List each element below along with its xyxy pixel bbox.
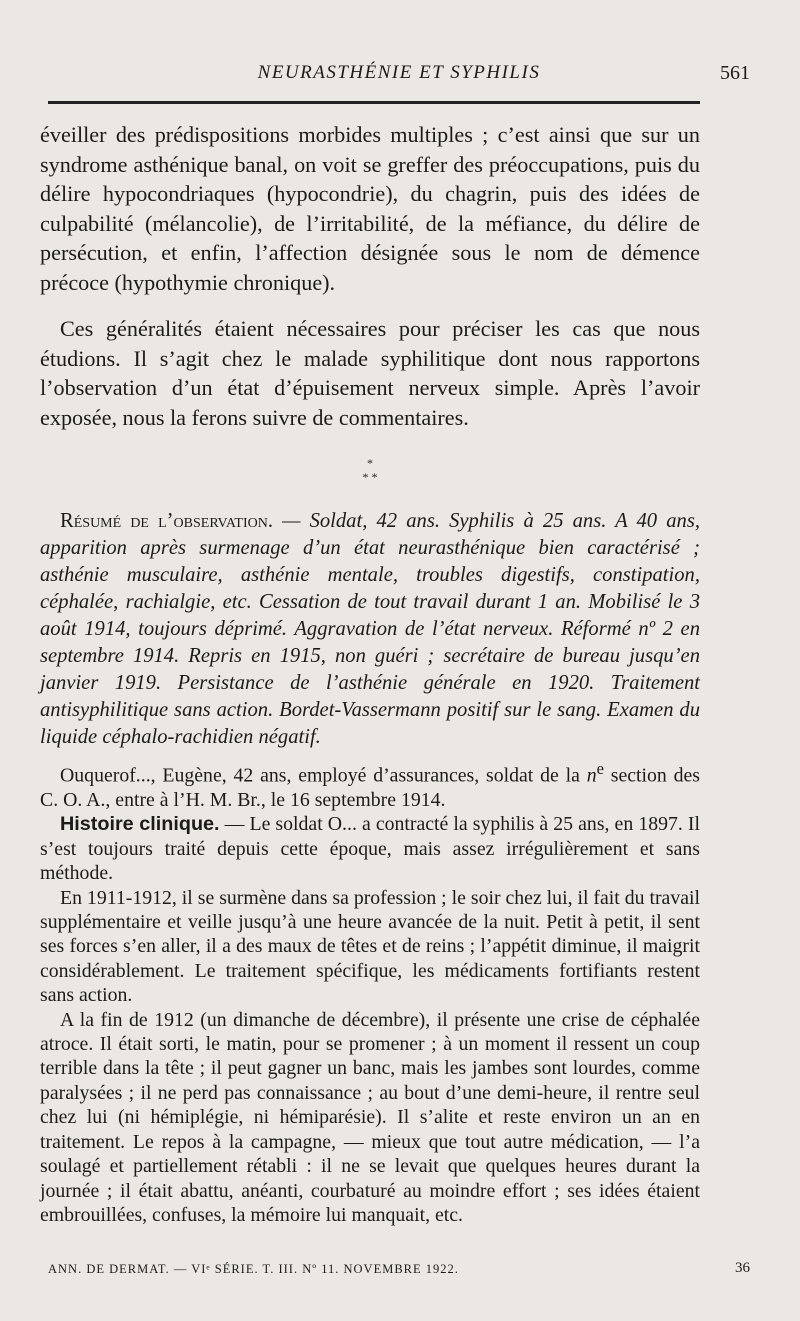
case-report — [40, 757, 700, 1227]
body-paragraph-general — [40, 314, 700, 432]
page-footer — [48, 1262, 750, 1277]
journal-citation: ANN. DE DERMAT. — VIᵉ SÉRIE. T. III. Nº 11. NOVEMBRE 1922. — [48, 1262, 459, 1276]
running-title: NEURASTHÉNIE ET SYPHILIS — [257, 62, 541, 83]
paragraph-text: Ces généralités étaient nécessaires pour préciser les cas que nous étudions. Il s’agit chez le malade syphilitique dont nous rapportons l’observation d’un état d’épuisement nerveux simple. Après l’avoir exposée, nous la ferons suivre de commentaires. — [40, 316, 700, 430]
patient-identification: Ouquerof..., Eugène, 42 ans, employé d’assurances, soldat de la $n^e$ section des C. O. A., entre à l’H. M. Br., le 16 septembre 1914. — [40, 759, 700, 811]
body-paragraph-intro — [40, 120, 700, 298]
signature-mark: 36 — [735, 1260, 750, 1276]
section-separator: * * * — [362, 456, 378, 484]
paragraph-1911: En 1911-1912, il se surmène dans sa profession ; le soir chez lui, il fait du travail supplémentaire et veille jusqu’à une heure avancée de la nuit. Petit à petit, il sent ses forces s’en aller, il a des maux de têtes et de reins ; l’appétit diminue, il maigrit considérablement. Le traitement spécifique, les médicaments fortifiants restent sans action. — [40, 886, 700, 1007]
header-rule — [48, 101, 700, 104]
paragraph-1912: A la fin de 1912 (un dimanche de décembre), il présente une crise de céphalée atroce. Il était sorti, le matin, pour se promener ; à un moment il ressent un coup terrible dans la tête ; il peut gagner un banc, mais les jambes sont lourdes, comme paralysées ; il ne perd pas connaissance ; au bout d’une demi-heure, il rentre seul chez lui (ni hémiplégie, ni hémiparésie). Il s’alite et reste environ un an en traitement. Le repos à la campagne, — mieux que tout autre médication, — l’a soulagé et partiellement rétabli : il ne se levait que quelques heures durant la journée ; il était abattu, anéanti, courbaturé au moindre effort ; ses idées étaient embrouillées, confuses, la mémoire lui manquait, etc. — [40, 1008, 700, 1226]
summary-text: — Soldat, 42 ans. Syphilis à 25 ans. A 40 ans, apparition après surmenage d’un état neurasthénique bien caractérisé ; asthénie musculaire, asthénie mentale, troubles digestifs, constipation, céphalée, rachialgie, etc. Cessation de tout travail durant 1 an. Mobilisé le 3 août 1914, toujours déprimé. Aggravation de l’état nerveux. Réformé nº 2 en septembre 1914. Repris en 1915, non guéri ; secrétaire de bureau jusqu’en janvier 1919. Persistance de l’asthénie générale en 1920. Traitement antisyphilitique sans action. Bordet-Vassermann positif sur le sang. Examen du liquide céphalo-rachidien négatif. — [40, 510, 700, 748]
paragraph-text: éveiller des prédispositions morbides multiples ; c’est ainsi que sur un syndrome asthénique banal, on voit se greffer des préoccupations, puis du délire hypocondriaques (hypocondrie), du chagrin, puis des idées de culpabilité (mélancolie), de l’irritabilité, de la méfiance, du délire de persécution, et enfin, l’affection désignée sous le nom de démence précoce (hypothymie chronique). — [40, 122, 700, 295]
page-number: 561 — [720, 62, 750, 84]
clinical-history: Histoire clinique. — Le soldat O... a contracté la syphilis à 25 ans, en 1897. Il s’est toujours traité depuis cette époque, mais assez irrégulièrement et sans méthode. — [40, 813, 700, 885]
observation-summary — [40, 508, 700, 751]
running-head — [48, 62, 750, 92]
summary-label: Résumé de l’observation. — [60, 510, 273, 532]
clinical-history-label: Histoire clinique. — [60, 813, 220, 836]
